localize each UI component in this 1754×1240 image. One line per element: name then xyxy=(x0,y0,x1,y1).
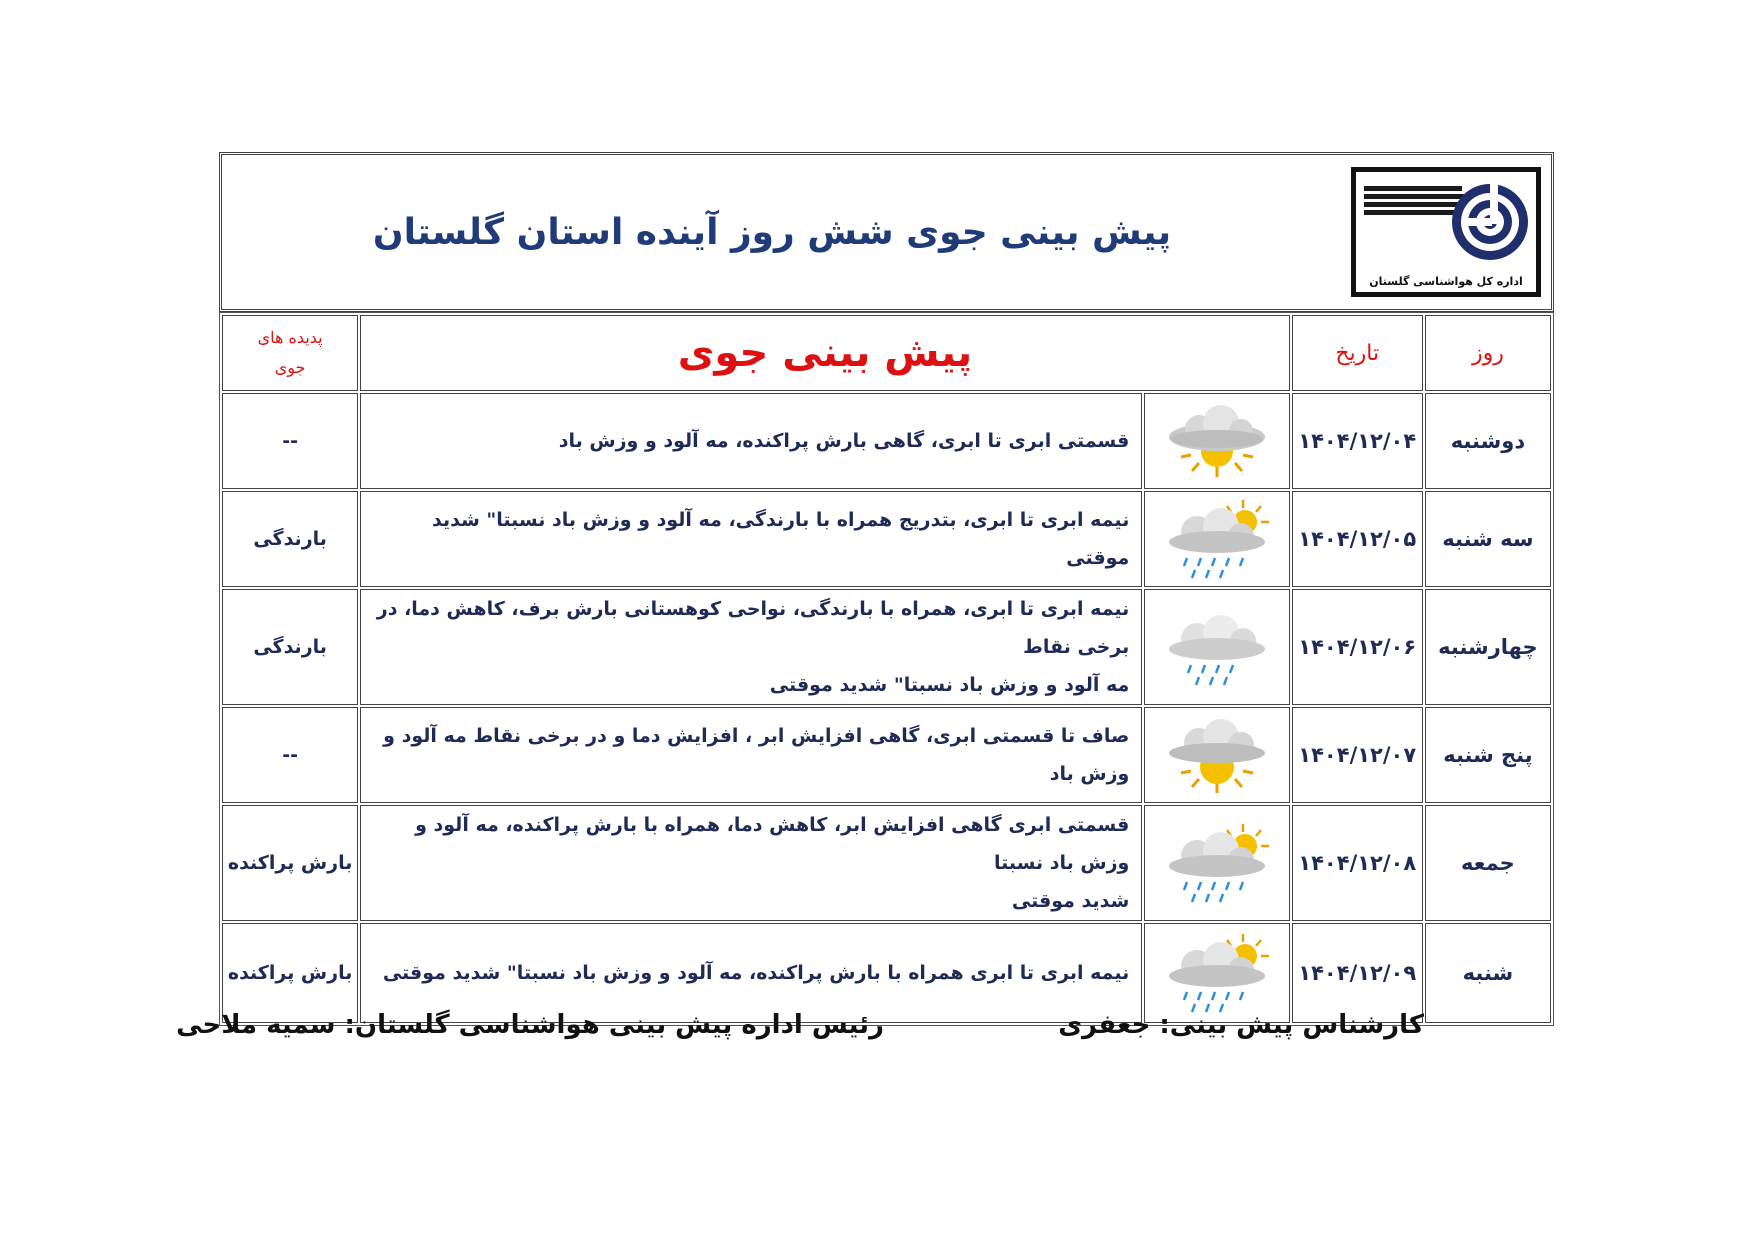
sun-cloud-rain-icon xyxy=(1157,498,1277,580)
forecast-table xyxy=(219,312,1554,1026)
forecast-line: نیمه ابری تا ابری، همراه با بارندگی، نواحی کوهستانی بارش برف، کاهش دما، در برخی نقاط xyxy=(376,598,1130,658)
forecast-line: قسمتی ابری گاهی افزایش ابر، کاهش دما، همراه با بارش پراکنده، مه آلود و وزش باد نسبتا xyxy=(415,814,1130,874)
report-header xyxy=(219,152,1554,312)
phenomena-cell: بارندگی xyxy=(222,589,358,705)
phenomena-cell: بارندگی xyxy=(222,491,358,587)
day-cell: دوشنبه xyxy=(1425,393,1551,489)
weather-icon-cell xyxy=(1144,393,1289,489)
phenomena-cell: بارش پراکنده xyxy=(222,805,358,921)
forecast-cell: نیمه ابری تا ابری، بتدریج همراه با بارندگی، مه آلود و وزش باد نسبتا" شدید موقتی xyxy=(360,491,1142,587)
date-cell: ۱۴۰۴/۱۲/۰۸ xyxy=(1292,805,1423,921)
date-cell: ۱۴۰۴/۱۲/۰۶ xyxy=(1292,589,1423,705)
forecast-cell: قسمتی ابری تا ابری، گاهی بارش پراکنده، مه آلود و وزش باد xyxy=(360,393,1142,489)
day-cell: سه شنبه xyxy=(1425,491,1551,587)
forecast-cell xyxy=(360,589,1142,705)
forecast-line: شدید موقتی xyxy=(1011,890,1130,912)
forecaster-signature: کارشناس پیش بینی: جعفری xyxy=(1058,1010,1424,1040)
date-cell: ۱۴۰۴/۱۲/۰۹ xyxy=(1292,923,1423,1023)
forecast-cell: صاف تا قسمتی ابری، گاهی افزایش ابر ، افزایش دما و در برخی نقاط مه آلود و وزش باد xyxy=(360,707,1142,803)
table-row xyxy=(222,805,1551,921)
day-cell: پنج شنبه xyxy=(1425,707,1551,803)
logo-emblem xyxy=(1362,178,1530,266)
header-day: روز xyxy=(1425,315,1551,391)
weather-icon-cell xyxy=(1144,491,1289,587)
table-row xyxy=(222,707,1551,803)
table-row xyxy=(222,923,1551,1023)
partly-cloudy-sun-below-icon xyxy=(1157,401,1277,481)
date-cell: ۱۴۰۴/۱۲/۰۷ xyxy=(1292,707,1423,803)
phenomena-cell: بارش پراکنده xyxy=(222,923,358,1023)
table-row xyxy=(222,491,1551,587)
header-forecast: پیش بینی جوی xyxy=(360,315,1289,391)
weather-icon-cell xyxy=(1144,923,1289,1023)
header-phenomena: پدیده های جوی xyxy=(222,315,358,391)
table-header-row xyxy=(222,315,1551,391)
weather-icon-cell xyxy=(1144,805,1289,921)
sun-cloud-rain-icon xyxy=(1157,932,1277,1014)
date-cell: ۱۴۰۴/۱۲/۰۵ xyxy=(1292,491,1423,587)
date-cell: ۱۴۰۴/۱۲/۰۴ xyxy=(1292,393,1423,489)
day-cell: شنبه xyxy=(1425,923,1551,1023)
phenomena-cell: -- xyxy=(222,393,358,489)
forecast-cell xyxy=(360,805,1142,921)
day-cell: چهارشنبه xyxy=(1425,589,1551,705)
sun-cloud-rain-icon xyxy=(1157,822,1277,904)
table-row xyxy=(222,393,1551,489)
report-title: پیش بینی جوی شش روز آینده استان گلستان xyxy=(372,211,1172,253)
header-date: تاریخ xyxy=(1292,315,1423,391)
day-cell: جمعه xyxy=(1425,805,1551,921)
weather-icon-cell xyxy=(1144,707,1289,803)
logo-spiral-icon xyxy=(1362,178,1530,264)
phenomena-cell: -- xyxy=(222,707,358,803)
partly-cloudy-sun-below-icon xyxy=(1157,715,1277,795)
forecast-cell: نیمه ابری تا ابری همراه با بارش پراکنده، مه آلود و وزش باد نسبتا" شدید موقتی xyxy=(360,923,1142,1023)
forecast-line: مه آلود و وزش باد نسبتا" شدید موقتی xyxy=(769,674,1130,696)
meteorological-organization-logo xyxy=(1351,167,1541,297)
logo-caption: اداره کل هواشناسی گلستان xyxy=(1369,275,1523,288)
head-signature: رئیس اداره پیش بینی هواشناسی گلستان: سمیه ملاحی xyxy=(176,1010,884,1040)
cloud-rain-icon xyxy=(1157,607,1277,687)
table-row xyxy=(222,589,1551,705)
weather-icon-cell xyxy=(1144,589,1289,705)
